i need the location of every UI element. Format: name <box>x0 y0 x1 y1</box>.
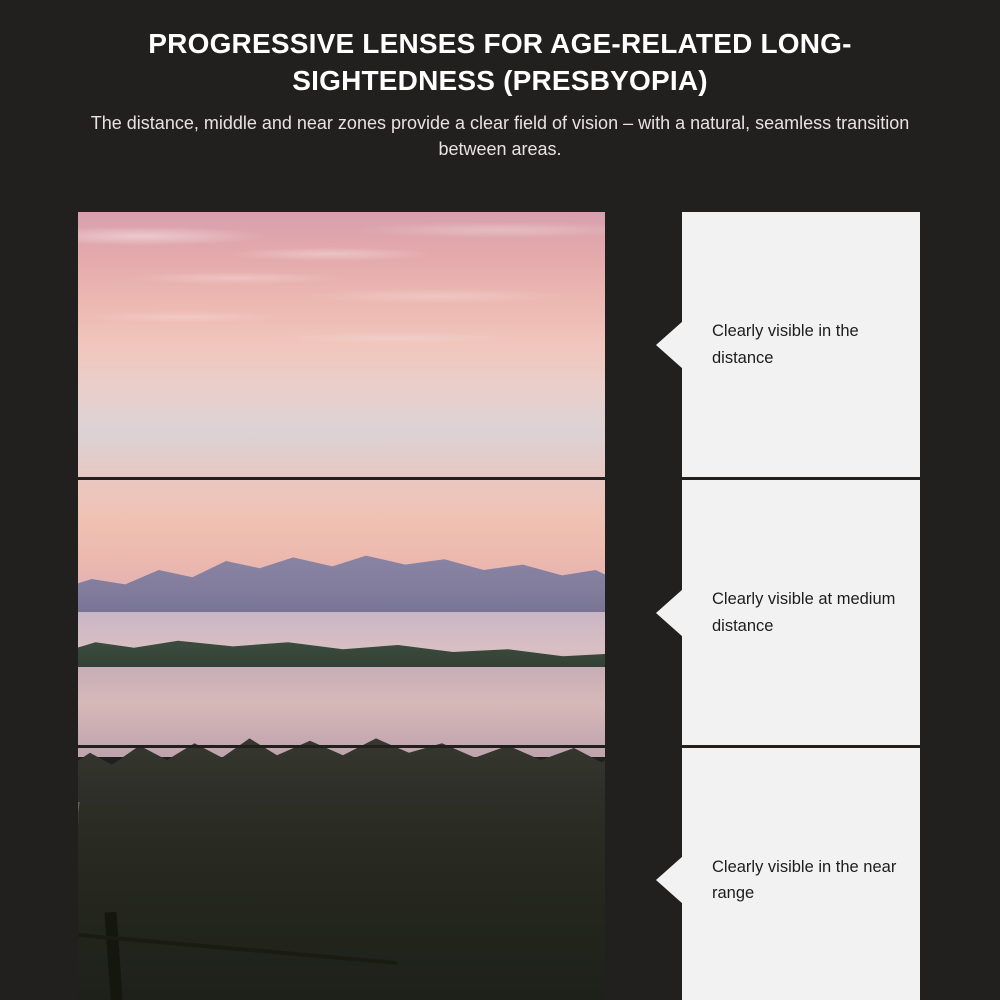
clouds <box>78 212 605 477</box>
zone-row-medium <box>78 480 920 745</box>
zone-callout-medium <box>682 480 920 745</box>
callout-arrow-icon <box>656 856 683 904</box>
landscape-photo-slice-middle <box>78 480 605 745</box>
zone-image-medium <box>78 480 605 745</box>
page-title: PROGRESSIVE LENSES FOR AGE-RELATED LONG-SIGHTEDNESS (PRESBYOPIA) <box>148 28 852 96</box>
water-lower <box>78 667 605 745</box>
zone-row-distance <box>78 212 920 477</box>
zone-image-distance <box>78 212 605 477</box>
page-subtitle: The distance, middle and near zones provide a clear field of vision – with a natural, seamless transition between areas. <box>90 112 910 159</box>
zone-callout-distance <box>682 212 920 477</box>
zone-label-distance: Clearly visible in the distance <box>712 322 859 367</box>
zone-label-near: Clearly visible in the near range <box>712 857 897 902</box>
zone-image-near <box>78 748 605 1000</box>
vision-zones-figure <box>78 212 920 1000</box>
callout-arrow-icon <box>656 589 683 637</box>
landscape-photo-slice-top <box>78 212 605 477</box>
callout-arrow-icon <box>656 321 683 369</box>
zone-row-near <box>78 748 920 1000</box>
grass <box>78 802 605 1000</box>
landscape-photo-slice-bottom <box>78 748 605 1000</box>
zone-label-medium: Clearly visible at medium distance <box>712 590 896 635</box>
header <box>0 0 1000 162</box>
zone-callout-near <box>682 748 920 1000</box>
clouds <box>78 480 605 512</box>
